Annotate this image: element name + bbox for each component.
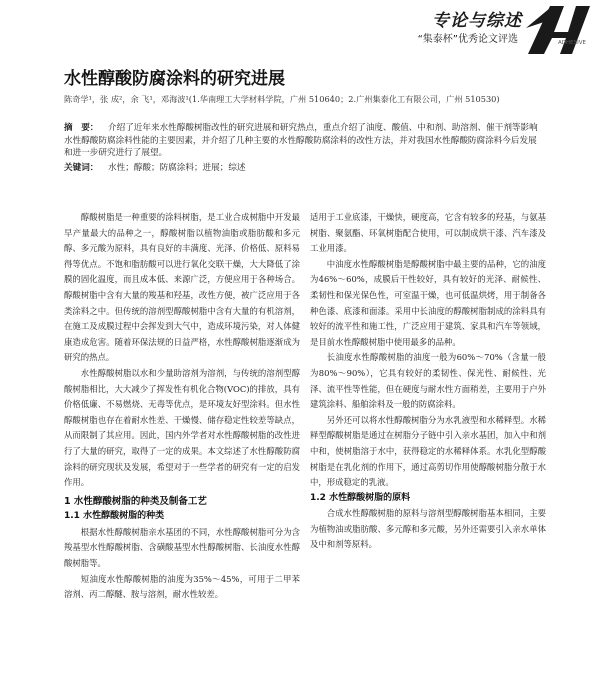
keywords-row [64,162,544,175]
author-affiliations: 陈奇学¹，张 成²，余 飞¹，邓海波¹(1.华南理工大学材料学院，广州 510640；2.广州集泰化工有限公司，广州 510530) [64,94,500,104]
body-paragraph: 水性醇酸树脂以水和少量助溶剂为溶剂，与传统的溶剂型醇酸树脂相比，大大减少了挥发性有机化合物(VOC)的排放，具有价格低廉、不易燃烧、无毒等优点，是环境友好型涂料。但水性醇酸树脂也存在着耐水性差、干燥慢、储存稳定性较差等缺点，从而限制了其应用。因此，国内外学者对水性醇酸树脂的改性进行了大量的研究，取得了一定的成果。本文综述了水性醇酸防腐涂料的研究现状及发展，希望对于一些学者的研究有一定的启发作用。 [64,367,300,488]
body-paragraph: 醇酸树脂是一种重要的涂料树脂，是工业合成树脂中开发最早产量最大的品种之一，醇酸树脂以植物油脂或脂肪酸和多元醇、多元酸为原料，具有良好的丰满度、光泽、价格低、原料易得等优点。不饱和脂肪酸可以进行氧化交联干燥，大大降低了涂膜的固化温度，而且成本低、来源广泛，方便应用于各种场合。醇酸树脂中含有大量的羧基和羟基，改性方便，被广泛应用于各类涂料之中。但传统的溶剂型醇酸树脂中含有大量的有机溶剂，在施工及成膜过程中会挥发到大气中，造成环境污染，对人体健康造成危害。随着环保法规的日益严格，水性醇酸树脂逐渐成为研究的热点。 [64,212,300,363]
keywords-label: 关键词： [64,162,99,173]
competition-subtitle: “集泰杯”优秀论文评选 [417,34,518,45]
body-paragraph: 中油度水性醇酸树脂是醇酸树脂中最主要的品种，它的油度为46%～60%，成膜后干性较好，具有较好的光泽、耐候性、柔韧性和保光保色性，可室温干燥，也可低温烘烤，用于制备各种色漆、底漆和面漆。采用中长油度的醇酸树脂制成的涂料具有较好的流平性和施工性，广泛应用于建筑、家具和汽车等领域，是目前水性醇酸树脂中使用最多的品种。 [310,258,546,347]
body-paragraph: 长油度水性醇酸树脂的油度一般为60%～70%（含量一般为80%～90%），它具有较好的柔韧性、保光性、耐候性、光泽、流平性等性能，但在硬度与耐水性方面稍差，主要用于户外建筑涂料、船舶涂料及一般的防腐涂料。 [310,352,546,410]
keywords-text: 水性；醇酸；防腐涂料；进展；综述 [108,162,246,173]
body-paragraph: 根据水性醇酸树脂亲水基团的不同，水性醇酸树脂可分为含羧基型水性醇酸树脂、含磺酸基型水性醇酸树脂、长油度水性醇酸树脂等。 [64,526,300,569]
journal-header [0,0,600,58]
section-heading-1: 1 水性醇酸树脂的种类及制备工艺 [64,495,207,507]
abstract-text: 介绍了近年来水性醇酸树脂改性的研究进展和研究热点，重点介绍了油度、酸值、中和剂、助溶剂、催干剂等影响水性醇酸防腐涂料性能的主要因素，并介绍了几种主要的水性醇酸防腐涂料的改性方法，并对我国水性醇酸防腐涂料今后发展和进一步研究进行了展望。 [64,123,538,158]
section-title: 专论与综述 [432,11,522,31]
body-paragraph: 适用于工业底漆，干燥快，硬度高，它含有较多的羟基，与氨基树脂、聚氨酯、环氧树脂配合使用，可以制成烘干漆、汽车漆及工业用漆。 [310,212,546,254]
abstract-block [64,122,544,176]
body-left-column [64,210,300,603]
body-right-column [310,210,546,553]
paper-title: 水性醇酸防腐涂料的研究进展 [64,69,285,89]
subsection-heading-1-2: 1.2 水性醇酸树脂的原料 [310,492,411,503]
journal-logo-icon [524,2,594,58]
body-paragraph: 另外还可以将水性醇酸树脂分为水乳液型和水稀释型。水稀释型醇酸树脂是通过在树脂分子链中引入亲水基团，加入中和剂中和，使树脂溶于水中，获得稳定的水稀释体系。水乳化型醇酸树脂是在乳化剂的作用下，通过高剪切作用使醇酸树脂分散于水中，形成稳定的乳液。 [310,414,546,488]
body-paragraph: 合成水性醇酸树脂的原料与溶剂型醇酸树脂基本相同，主要为植物油或脂肪酸、多元醇和多元酸，另外还需要引入亲水单体及中和剂等原料。 [310,508,546,550]
body-paragraph: 短油度水性醇酸树脂的油度为35%～45%，可用于二甲苯溶剂、丙二醇醚、胺与溶剂，耐水性较差。 [64,573,300,600]
abstract-label: 摘 要： [64,123,99,133]
subsection-heading-1-1: 1.1 水性醇酸树脂的种类 [64,511,165,522]
logo-text: ADHESIVE [558,40,586,46]
abstract-row [64,122,544,160]
